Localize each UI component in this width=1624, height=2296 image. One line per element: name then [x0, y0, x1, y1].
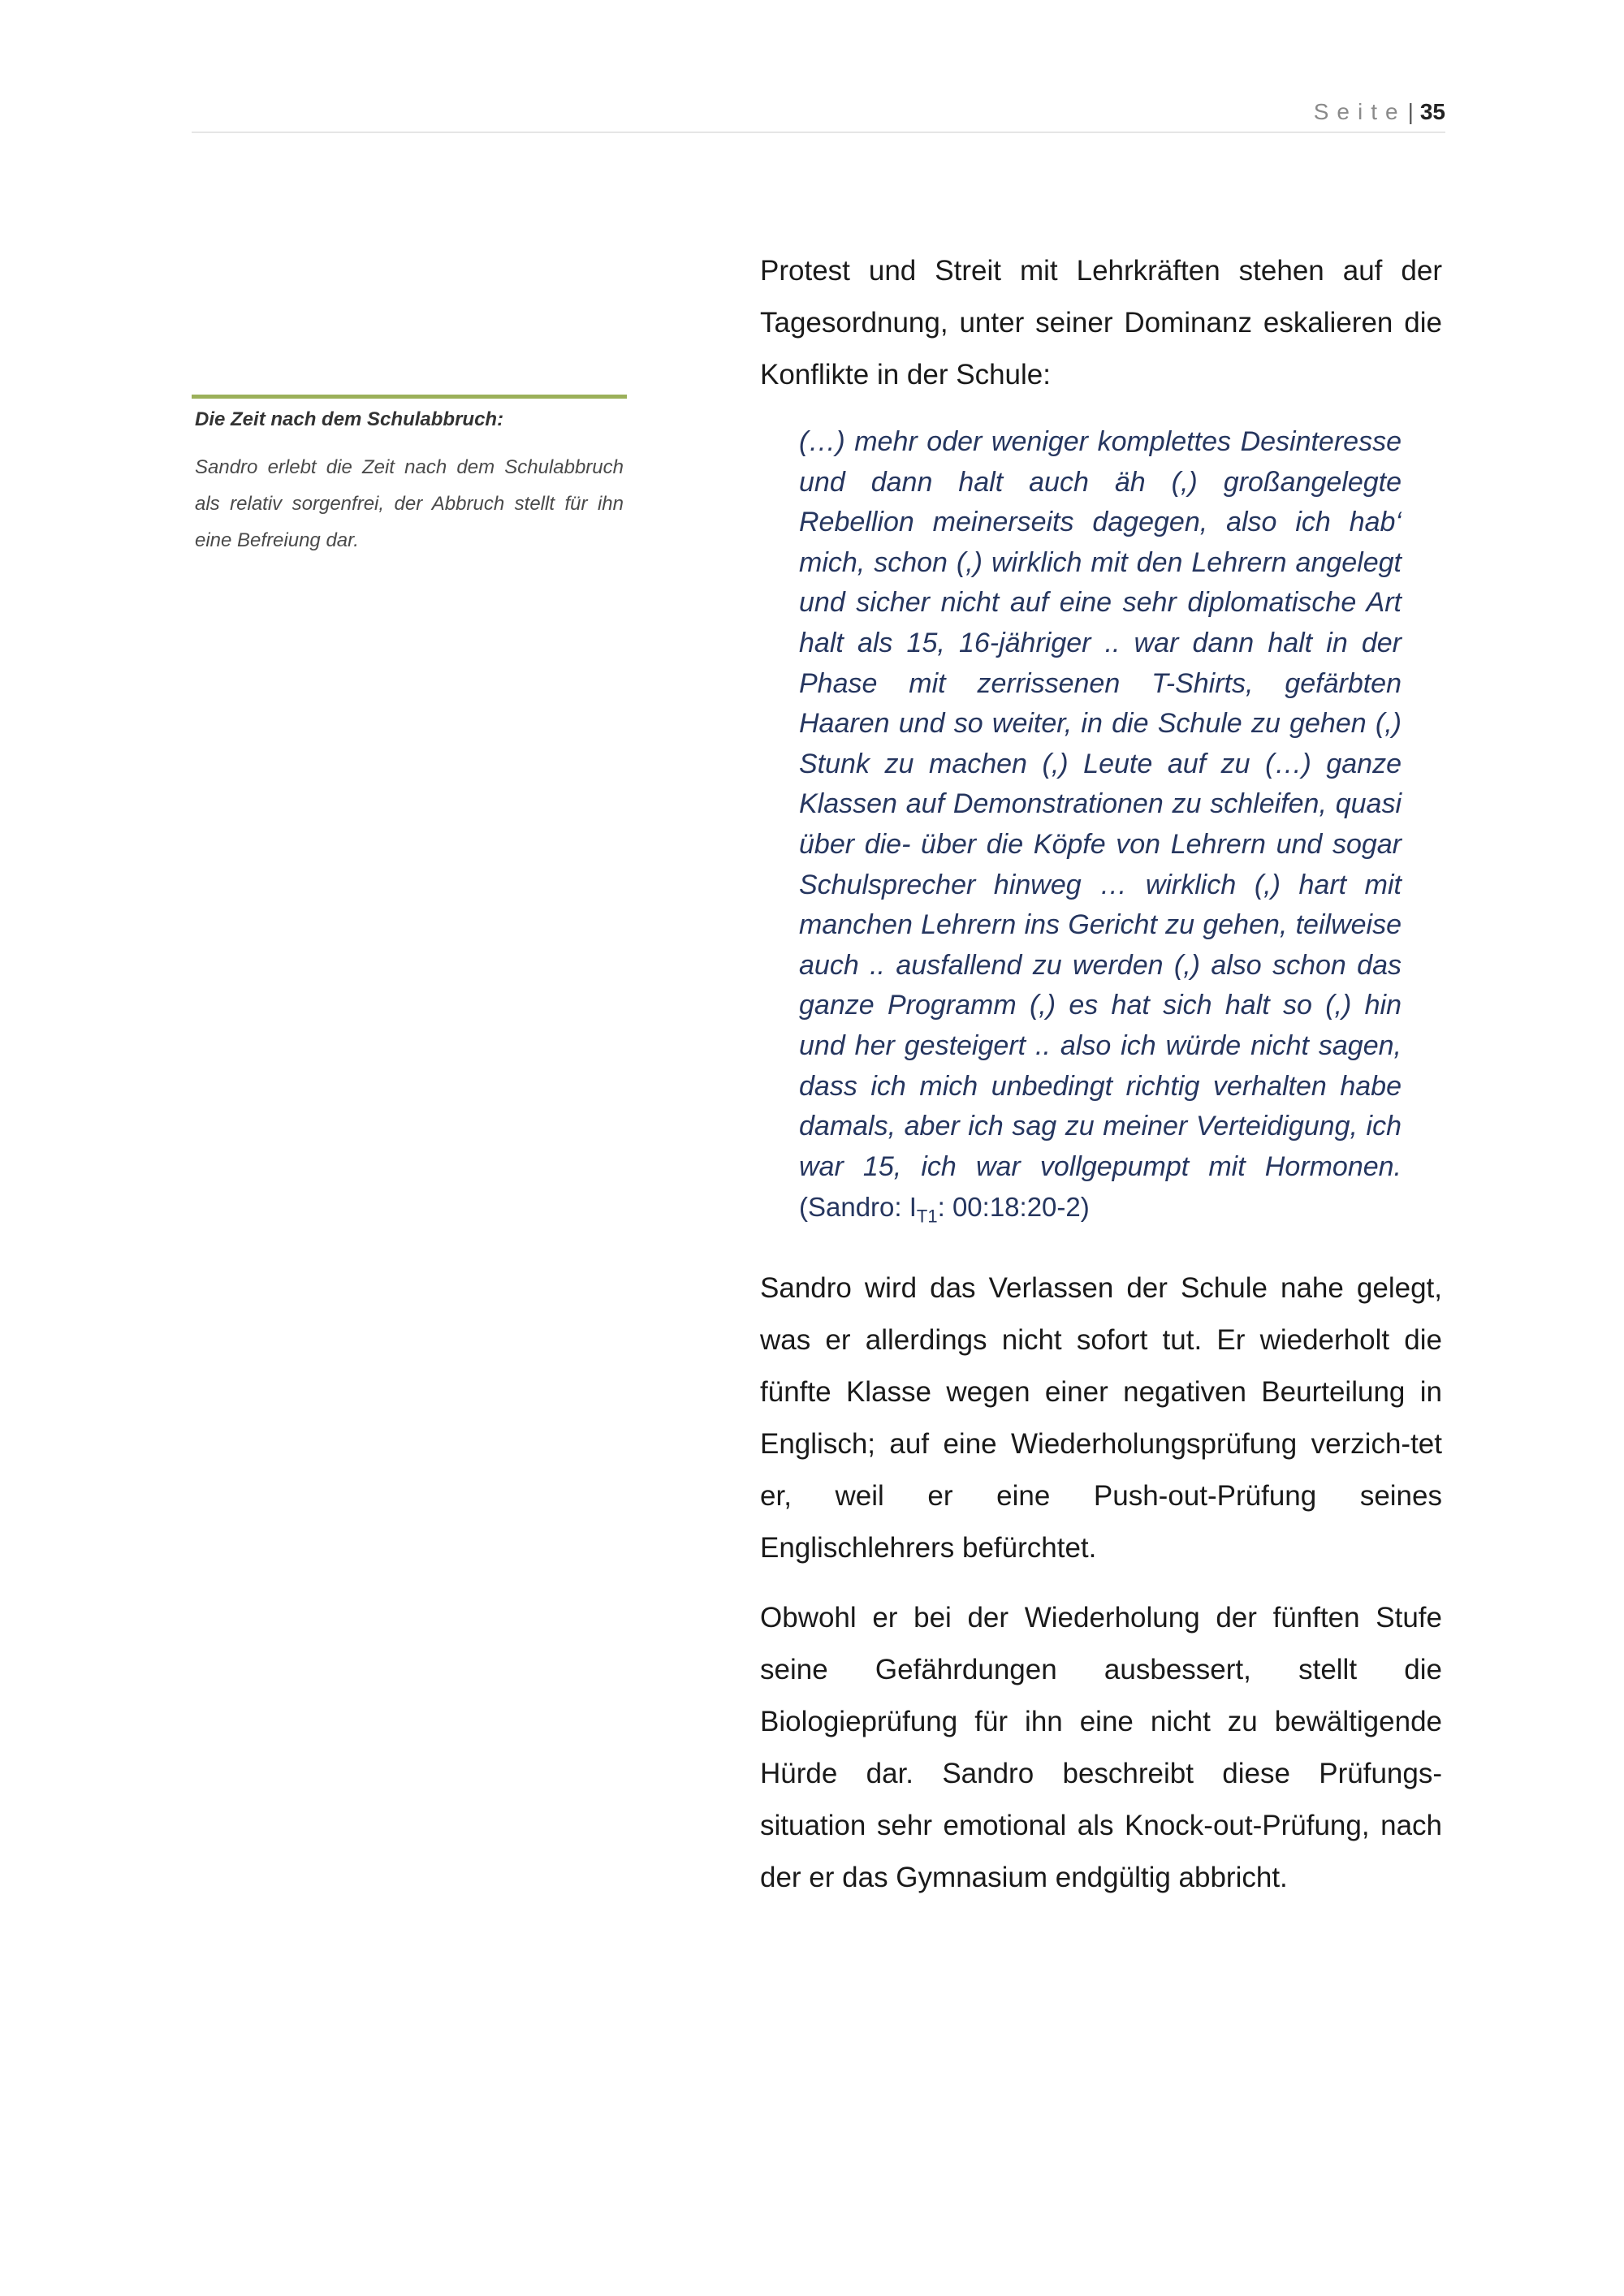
quote-citation: [799, 1192, 1090, 1227]
paragraph-1: Protest und Streit mit Lehrkräften stehen auf der Tagesordnung, unter seiner Dominanz eskalieren die Konflikte in der Schule:: [760, 255, 1442, 391]
paragraph-3: Obwohl er bei der Wiederholung der fünften Stufe seine Gefährdungen ausbessert, stellt die Biologieprüfung für ihn eine nicht zu bewältigende Hürde dar. Sandro beschreibt diese Prüfungs-situation sehr emotional als Knock-out-Prüfung, nach der er das Gymnasium endgültig abbricht.: [760, 1602, 1442, 1894]
citation-prefix: (Sandro: I: [799, 1192, 917, 1223]
margin-note-title: Die Zeit nach dem Schulabbruch:: [195, 408, 504, 430]
interview-quote: [799, 422, 1402, 1236]
main-text-column: [760, 245, 1442, 1904]
quote-text: (…) mehr oder weniger komplettes Desinteresse und dann halt auch äh (,) großangelegte Rebellion meinerseits dagegen, also ich hab‘ mich, schon (,) wirklich mit den Lehrern angelegt und sicher nicht auf eine sehr diplomatische Art halt als 15, 16-jähriger .. war dann halt in der Phase mit zerrissenen T-Shirts, gefärbten Haaren und so weiter, in die Schule zu gehen (,) Stunk zu machen (,) Leute auf zu (…) ganze Klassen auf Demonstrationen zu schleifen, quasi über die- über die Köpfe von Lehrern und sogar Schulsprecher hinweg … wirklich (,) hart mit manchen Lehrern ins Gericht zu gehen, teilweise auch .. ausfallend zu werden (,) also schon das ganze Programm (,) es hat sich halt so (,) hin und her gesteigert .. also ich würde nicht sagen, dass ich mich unbedingt richtig verhalten habe damals, aber ich sag zu meiner Verteidigung, ich war 15, ich war vollgepumpt mit Hormonen.: [799, 426, 1402, 1182]
page-number: 35: [1419, 99, 1445, 124]
citation-subscript: T1: [916, 1206, 938, 1227]
page-header: [192, 96, 1445, 133]
margin-note-rule: [192, 395, 627, 399]
citation-suffix: : 00:18:20-2): [937, 1192, 1090, 1223]
page-number-label: [1314, 99, 1445, 125]
margin-note-text: Sandro erlebt die Zeit nach dem Schulabbruch als relativ sorgenfrei, der Abbruch stellt für ihn eine Befreiung dar.: [195, 456, 624, 551]
seite-label: Seite: [1313, 99, 1406, 124]
page-separator: |: [1407, 99, 1414, 124]
paragraph-2: Sandro wird das Verlassen der Schule nahe gelegt, was er allerdings nicht sofort tut. Er wiederholt die fünfte Klasse wegen einer negativen Beurteilung in Englisch; auf eine Wiederholungsprüfung verzich-tet er, weil er eine Push-out-Prüfung seines Englischlehrers befürchtet.: [760, 1272, 1442, 1564]
margin-note: [192, 395, 627, 559]
